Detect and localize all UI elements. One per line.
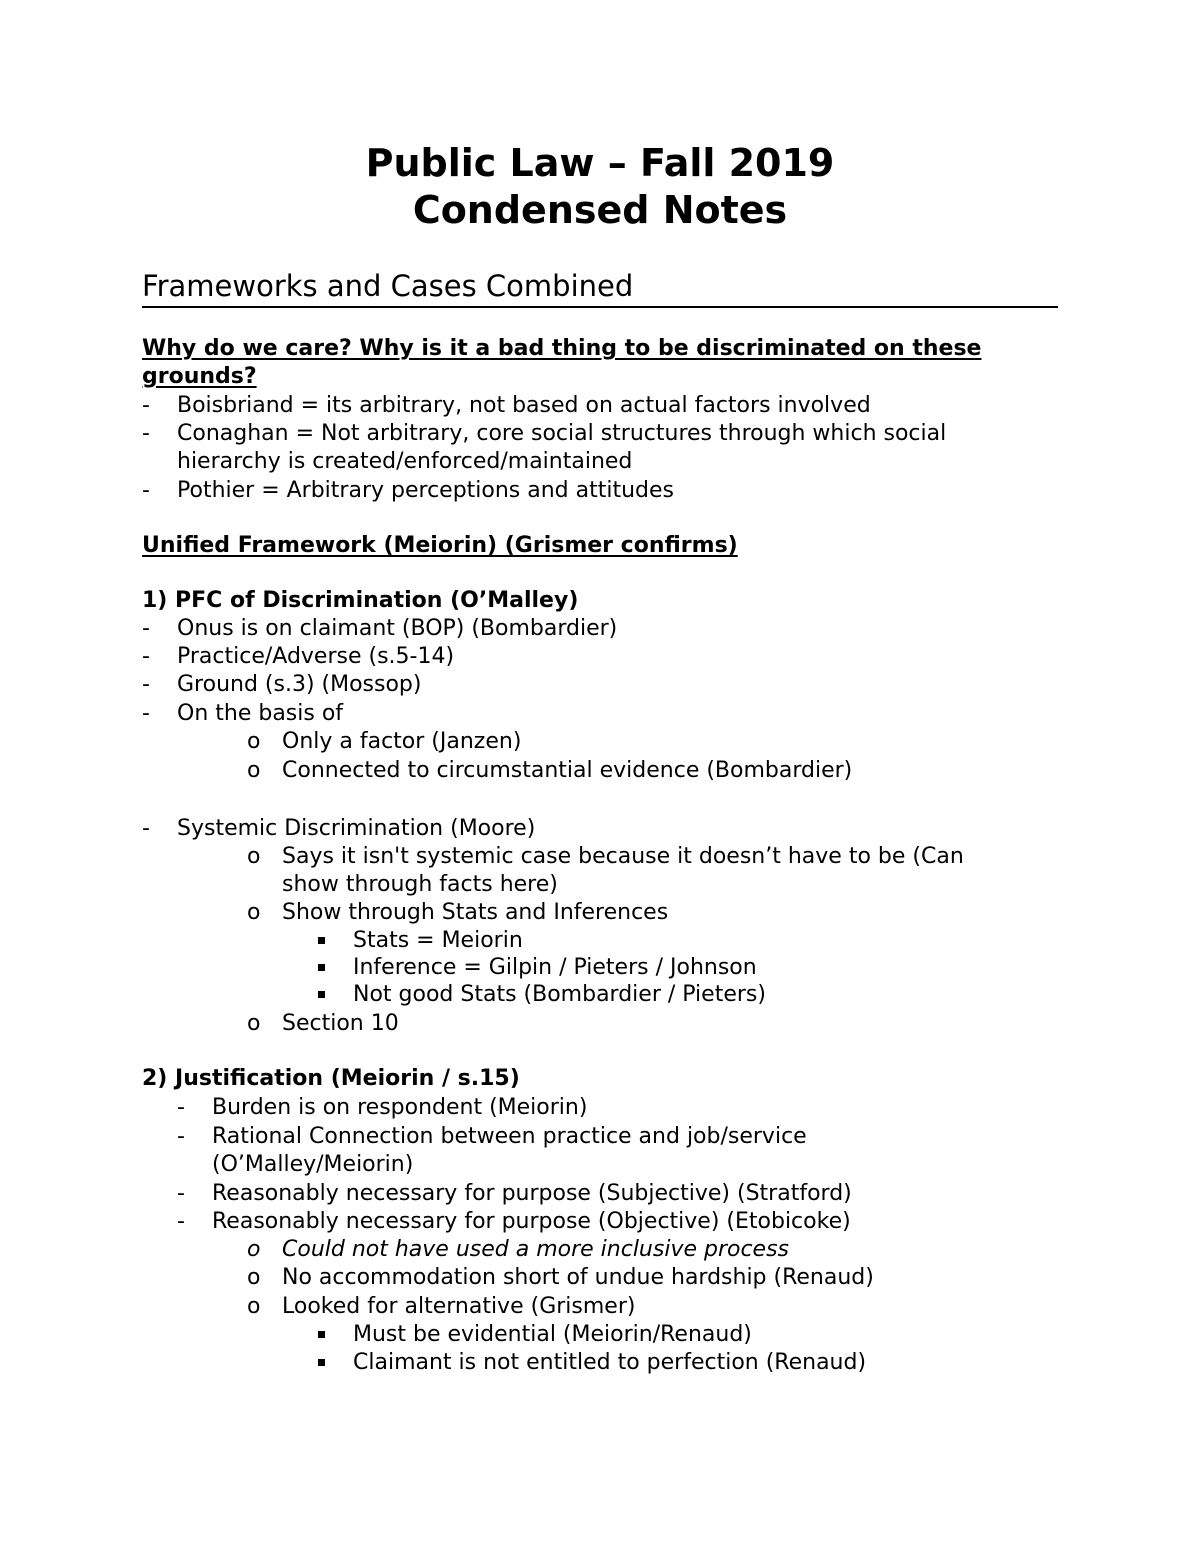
- sub-list-item: Says it isn't systemic case because it doesn’t have to be (Can: [282, 844, 964, 869]
- dash-bullet: -: [142, 816, 150, 841]
- sub-sub-list-item: Stats = Meiorin: [353, 928, 523, 953]
- circle-bullet: o: [247, 758, 261, 783]
- sub-sub-list-item: Not good Stats (Bombardier / Pieters): [353, 982, 766, 1007]
- list-item: Pothier = Arbitrary perceptions and attitudes: [177, 478, 675, 503]
- sub-list-item: Only a factor (Janzen): [282, 729, 522, 754]
- circle-bullet: o: [247, 729, 261, 754]
- list-item: Conaghan = Not arbitrary, core social structures through which social: [177, 421, 947, 446]
- sub-list-item: Looked for alternative (Grismer): [282, 1294, 636, 1319]
- list-item: Reasonably necessary for purpose (Subjective) (Stratford): [212, 1181, 852, 1206]
- circle-bullet: o: [247, 900, 261, 925]
- circle-bullet: o: [247, 1011, 261, 1036]
- circle-bullet: o: [247, 844, 261, 869]
- list-item: Reasonably necessary for purpose (Objective) (Etobicoke): [212, 1209, 851, 1234]
- square-bullet-icon: [318, 991, 325, 998]
- list-item: Boisbriand = its arbitrary, not based on actual factors involved: [177, 393, 871, 418]
- dash-bullet: -: [177, 1181, 185, 1206]
- page-title: Public Law – Fall 2019: [365, 141, 835, 185]
- dash-bullet: -: [142, 672, 150, 697]
- list-item-continuation: hierarchy is created/enforced/maintained: [177, 449, 633, 474]
- list-item-continuation: (O’Malley/Meiorin): [212, 1152, 414, 1177]
- circle-bullet: o: [247, 1237, 261, 1262]
- square-bullet-icon: [318, 937, 325, 944]
- dash-bullet: -: [177, 1209, 185, 1234]
- sub-list-item: Could not have used a more inclusive process: [282, 1237, 790, 1262]
- sub-sub-list-item: Inference = Gilpin / Pieters / Johnson: [353, 955, 757, 980]
- dash-bullet: -: [142, 421, 150, 446]
- dash-bullet: -: [142, 644, 150, 669]
- dash-bullet: -: [177, 1095, 185, 1120]
- circle-bullet: o: [247, 1265, 261, 1290]
- sub-list-item: Connected to circumstantial evidence (Bombardier): [282, 758, 853, 783]
- list-item: Systemic Discrimination (Moore): [177, 816, 536, 841]
- pfc-heading: 1) PFC of Discrimination (O’Malley): [142, 588, 579, 613]
- list-item: Rational Connection between practice and job/service: [212, 1124, 807, 1149]
- sub-list-item-continuation: show through facts here): [282, 872, 558, 897]
- dash-bullet: -: [142, 478, 150, 503]
- sub-list-item: No accommodation short of undue hardship (Renaud): [282, 1265, 874, 1290]
- dash-bullet: -: [142, 393, 150, 418]
- sub-sub-list-item: Must be evidential (Meiorin/Renaud): [353, 1322, 752, 1347]
- why-question-line1: Why do we care? Why is it a bad thing to be discriminated on these: [142, 336, 982, 361]
- list-item: Practice/Adverse (s.5-14): [177, 644, 455, 669]
- page-subtitle: Condensed Notes: [412, 188, 788, 232]
- circle-bullet: o: [247, 1294, 261, 1319]
- sub-list-item: Show through Stats and Inferences: [282, 900, 669, 925]
- square-bullet-icon: [318, 964, 325, 971]
- justification-heading: 2) Justification (Meiorin / s.15): [142, 1066, 520, 1091]
- list-item: Burden is on respondent (Meiorin): [212, 1095, 588, 1120]
- dash-bullet: -: [142, 616, 150, 641]
- section-heading: Frameworks and Cases Combined: [142, 268, 1058, 308]
- list-item: Ground (s.3) (Mossop): [177, 672, 422, 697]
- list-item: On the basis of: [177, 701, 344, 726]
- sub-sub-list-item: Claimant is not entitled to perfection (Renaud): [353, 1350, 867, 1375]
- dash-bullet: -: [142, 701, 150, 726]
- square-bullet-icon: [318, 1331, 325, 1338]
- square-bullet-icon: [318, 1359, 325, 1366]
- why-question-line2: grounds?: [142, 364, 257, 389]
- dash-bullet: -: [177, 1124, 185, 1149]
- sub-list-item: Section 10: [282, 1011, 399, 1036]
- list-item: Onus is on claimant (BOP) (Bombardier): [177, 616, 618, 641]
- unified-framework-heading: Unified Framework (Meiorin) (Grismer confirms): [142, 533, 738, 558]
